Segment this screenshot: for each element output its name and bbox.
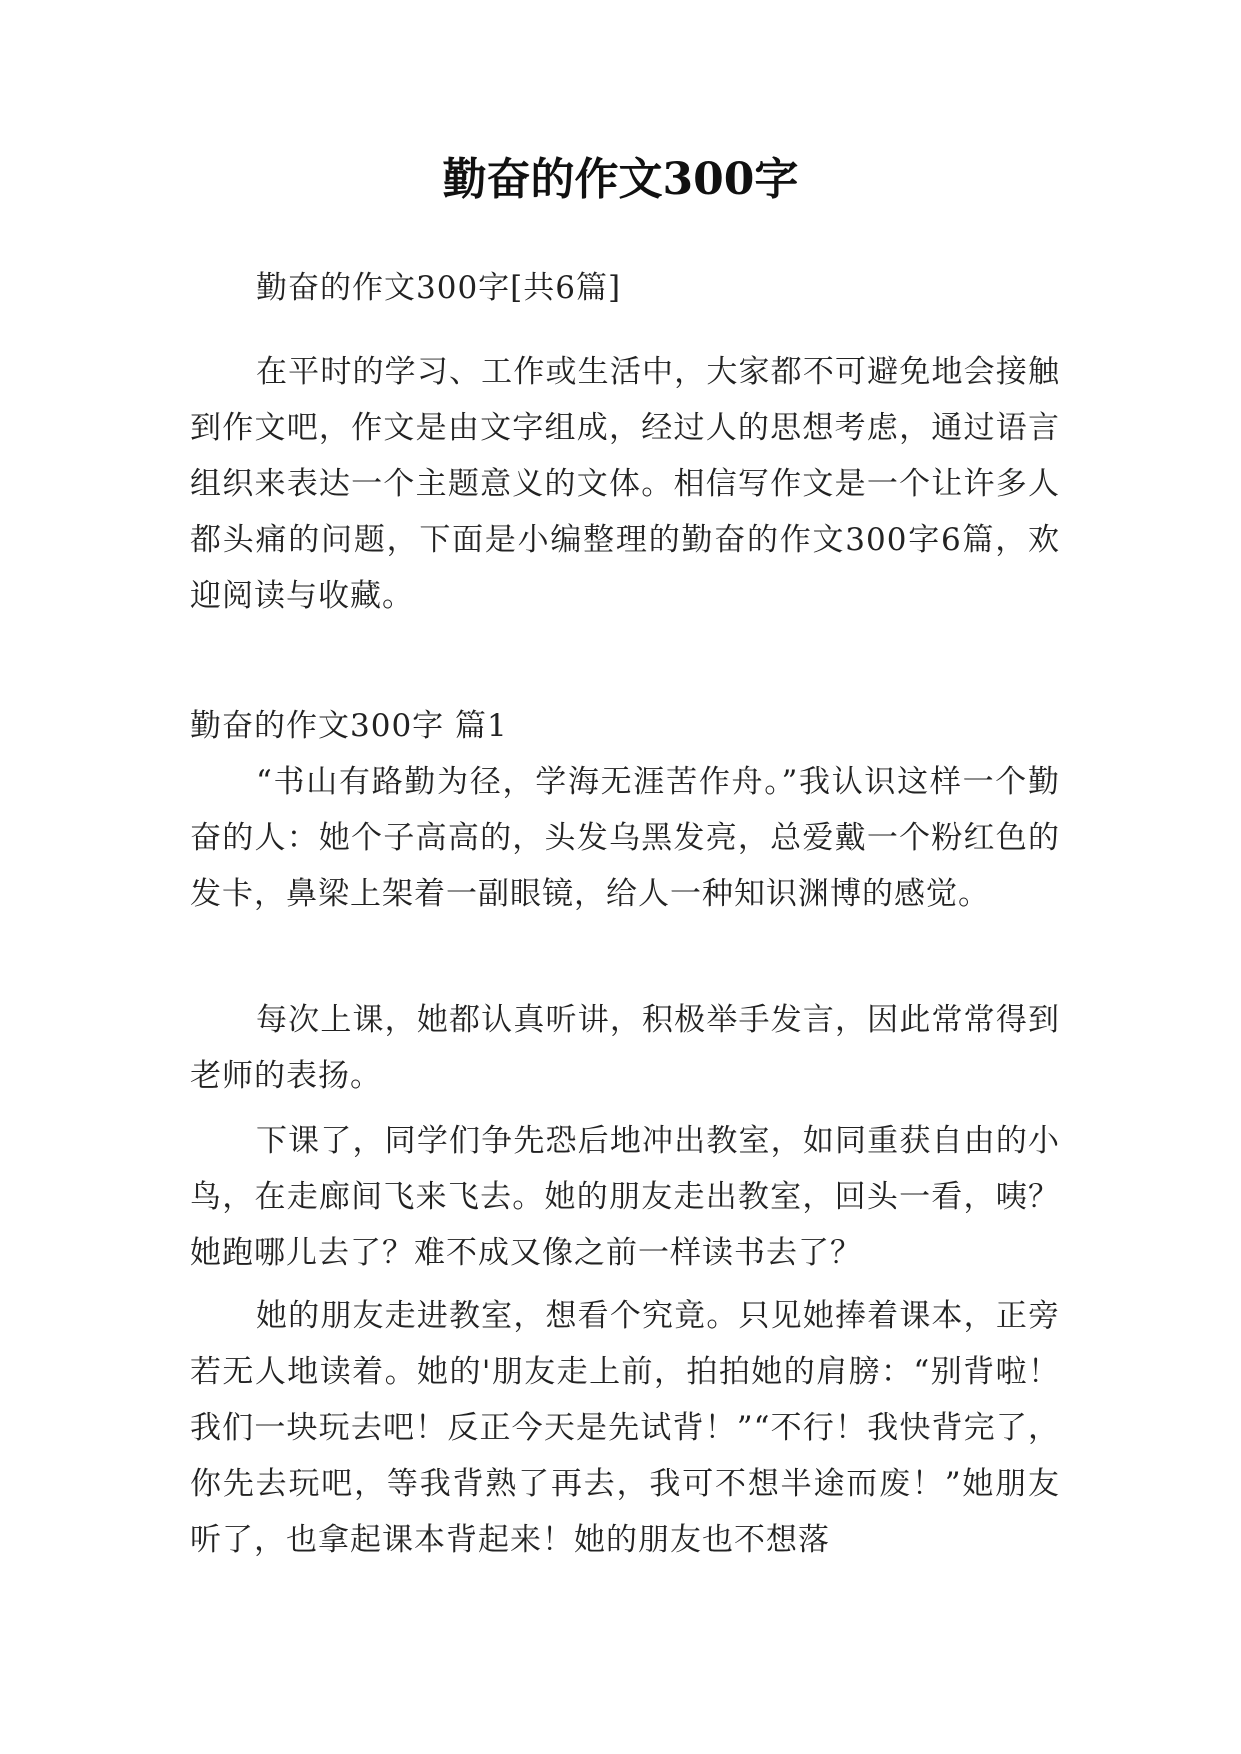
section-heading: 勤奋的作文300字 篇1 xyxy=(190,708,508,744)
document-subtitle: 勤奋的作文300字[共6篇] xyxy=(256,270,622,306)
document-title: 勤奋的作文300字 xyxy=(442,154,799,205)
body-paragraph-3: 下课了，同学们争先恐后地冲出教室，如同重获自由的小鸟，在走廊间飞来飞去。她的朋友走出教室，回头一看，咦？她跑哪儿去了？难不成又像之前一样读书去了？ xyxy=(190,1123,1060,1271)
intro-paragraph: 在平时的学习、工作或生活中，大家都不可避免地会接触到作文吧，作文是由文字组成，经过人的思想考虑，通过语言组织来表达一个主题意义的文体。相信写作文是一个让许多人都头痛的问题，下面是小编整理的勤奋的作文300字6篇，欢迎阅读与收藏。 xyxy=(190,354,1060,614)
body-paragraph-4: 她的朋友走进教室，想看个究竟。只见她捧着课本，正旁若无人地读着。她的'朋友走上前，拍拍她的肩膀：“别背啦！我们一块玩去吧！反正今天是先试背！”“不行！我快背完了，你先去玩吧，等我背熟了再去，我可不想半途而废！”她朋友听了，也拿起课本背起来！她的朋友也不想落 xyxy=(190,1298,1060,1558)
body-paragraph-2: 每次上课，她都认真听讲，积极举手发言，因此常常得到老师的表扬。 xyxy=(190,1002,1060,1094)
body-paragraph-1: “书山有路勤为径，学海无涯苦作舟。”我认识这样一个勤奋的人：她个子高高的，头发乌黑发亮，总爱戴一个粉红色的发卡，鼻梁上架着一副眼镜，给人一种知识渊博的感觉。 xyxy=(190,764,1060,912)
